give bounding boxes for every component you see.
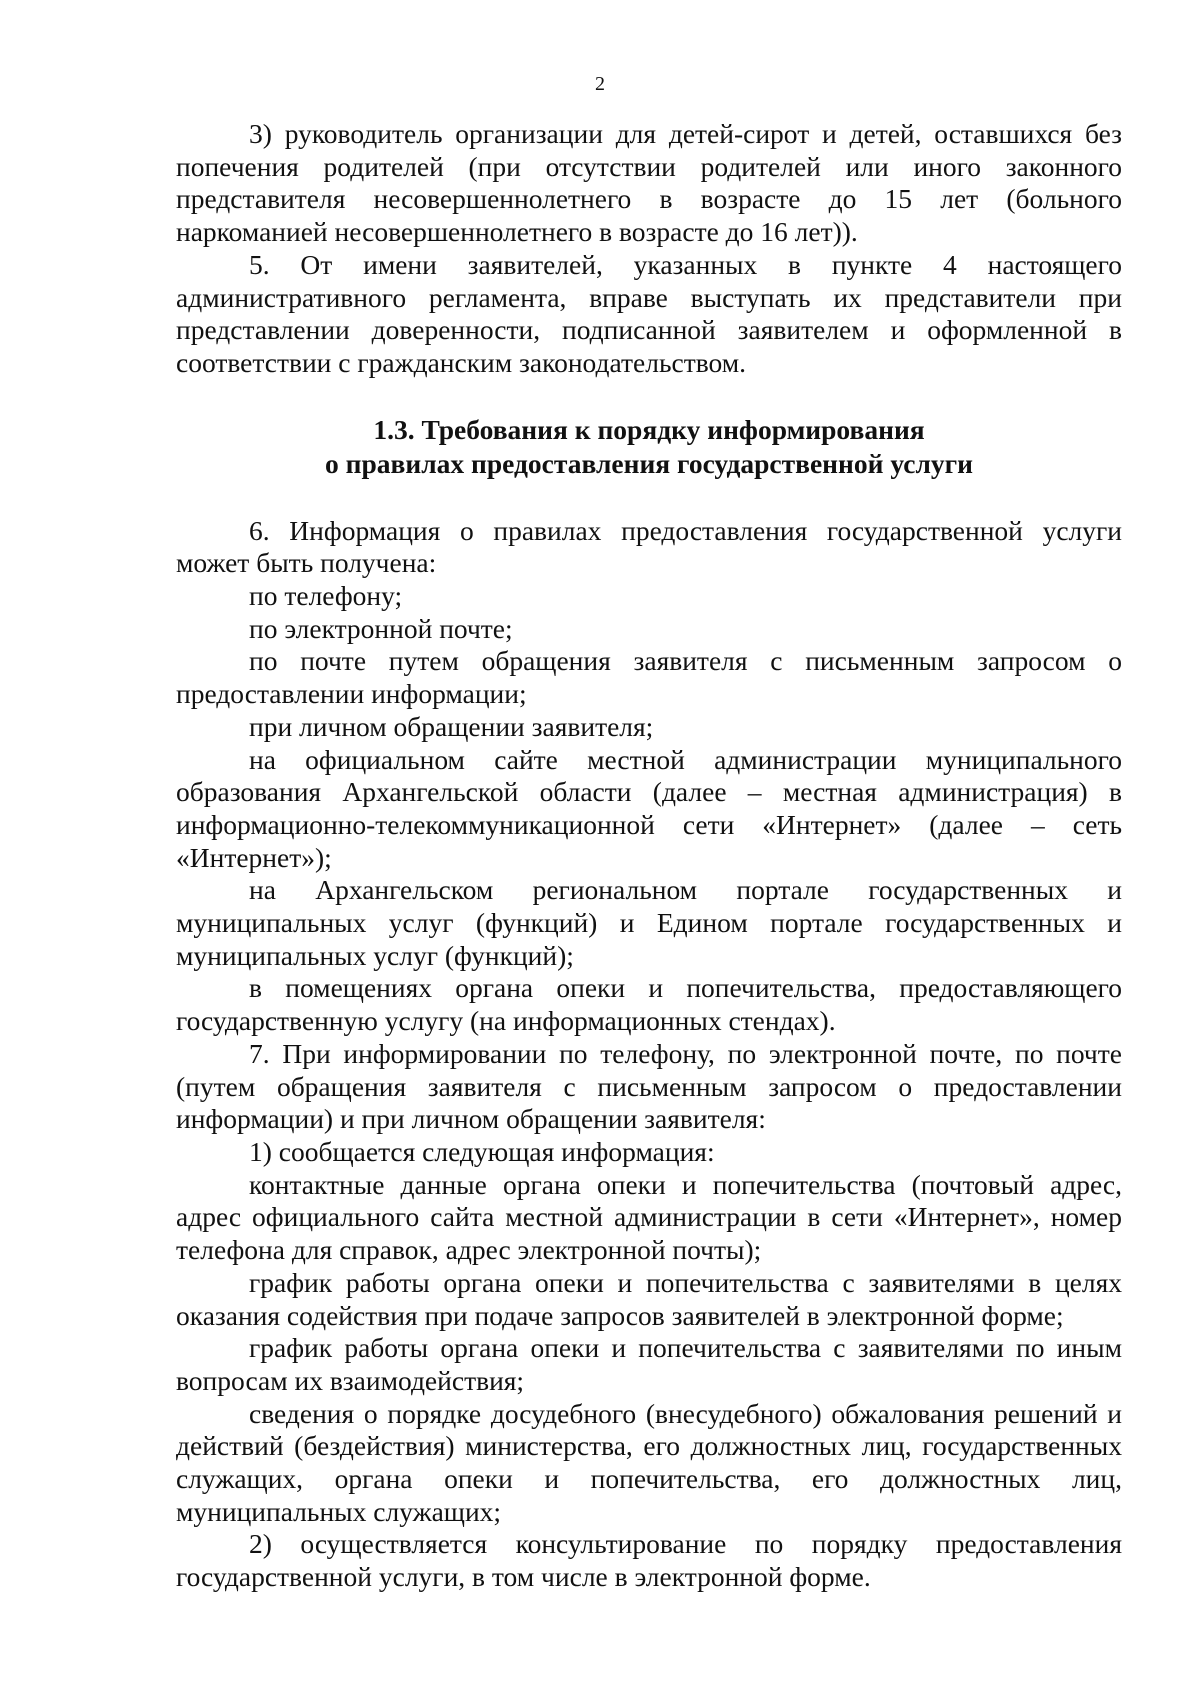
- paragraph: на Архангельском региональном портале государственных и муниципальных услуг (функций) и Едином портале государственных и муниципальных услуг (функций);: [176, 874, 1122, 971]
- section-heading-line: о правилах предоставления государственной услуги: [325, 447, 973, 479]
- section-heading-line: 1.3. Требования к порядку информирования: [373, 413, 925, 445]
- paragraph: 3) руководитель организации для детей-сирот и детей, оставшихся без попечения родителей (при отсутствии родителей или иного законного представителя несовершеннолетнего в возрасте до 15 лет (больного наркоманией несовершеннолетнего в возрасте до 16 лет)).: [176, 118, 1122, 248]
- paragraph: при личном обращении заявителя;: [249, 710, 654, 742]
- paragraph: график работы органа опеки и попечительства с заявителями в целях оказания содействия при подаче запросов заявителей в электронной форме;: [176, 1266, 1122, 1331]
- paragraph: в помещениях органа опеки и попечительства, предоставляющего государственную услугу (на информационных стендах).: [176, 972, 1122, 1037]
- paragraph: график работы органа опеки и попечительства с заявителями по иным вопросам их взаимодействия;: [176, 1332, 1122, 1396]
- paragraph: 1) сообщается следующая информация:: [249, 1135, 715, 1167]
- paragraph: 6. Информация о правилах предоставления государственной услуги может быть получена:: [176, 514, 1122, 579]
- paragraph: 2) осуществляется консультирование по порядку предоставления государственной услуги, в том числе в электронной форме.: [176, 1528, 1122, 1593]
- paragraph: по электронной почте;: [249, 612, 513, 644]
- document-body: [176, 118, 1122, 1594]
- paragraph: сведения о порядке досудебного (внесудебного) обжалования решений и действий (бездействия) министерства, его должностных лиц, государственных служащих, органа опеки и попечительства, его должностных лиц, муниципальных служащих;: [176, 1397, 1122, 1527]
- page-number: 2: [595, 73, 605, 95]
- paragraph: контактные данные органа опеки и попечительства (почтовый адрес, адрес официального сайта местной администрации в сети «Интернет», номер телефона для справок, адрес электронной почты);: [176, 1168, 1122, 1266]
- section-heading: [176, 413, 1122, 481]
- paragraph: на официальном сайте местной администрации муниципального образования Архангельской области (далее – местная администрация) в информационно-телекоммуникационной сети «Интернет» (далее – сеть «Интернет»);: [176, 743, 1122, 873]
- paragraph: 7. При информировании по телефону, по электронной почте, по почте (путем обращения заявителя с письменным запросом о предоставлении информации) и при личном обращении заявителя:: [176, 1037, 1122, 1135]
- paragraph: по телефону;: [249, 580, 403, 612]
- paragraph: 5. От имени заявителей, указанных в пункте 4 настоящего административного регламента, вправе выступать их представители при представлении доверенности, подписанной заявителем и оформленной в соответствии с гражданским законодательством.: [176, 248, 1122, 378]
- paragraph: по почте путем обращения заявителя с письменным запросом о предоставлении информации;: [176, 645, 1122, 710]
